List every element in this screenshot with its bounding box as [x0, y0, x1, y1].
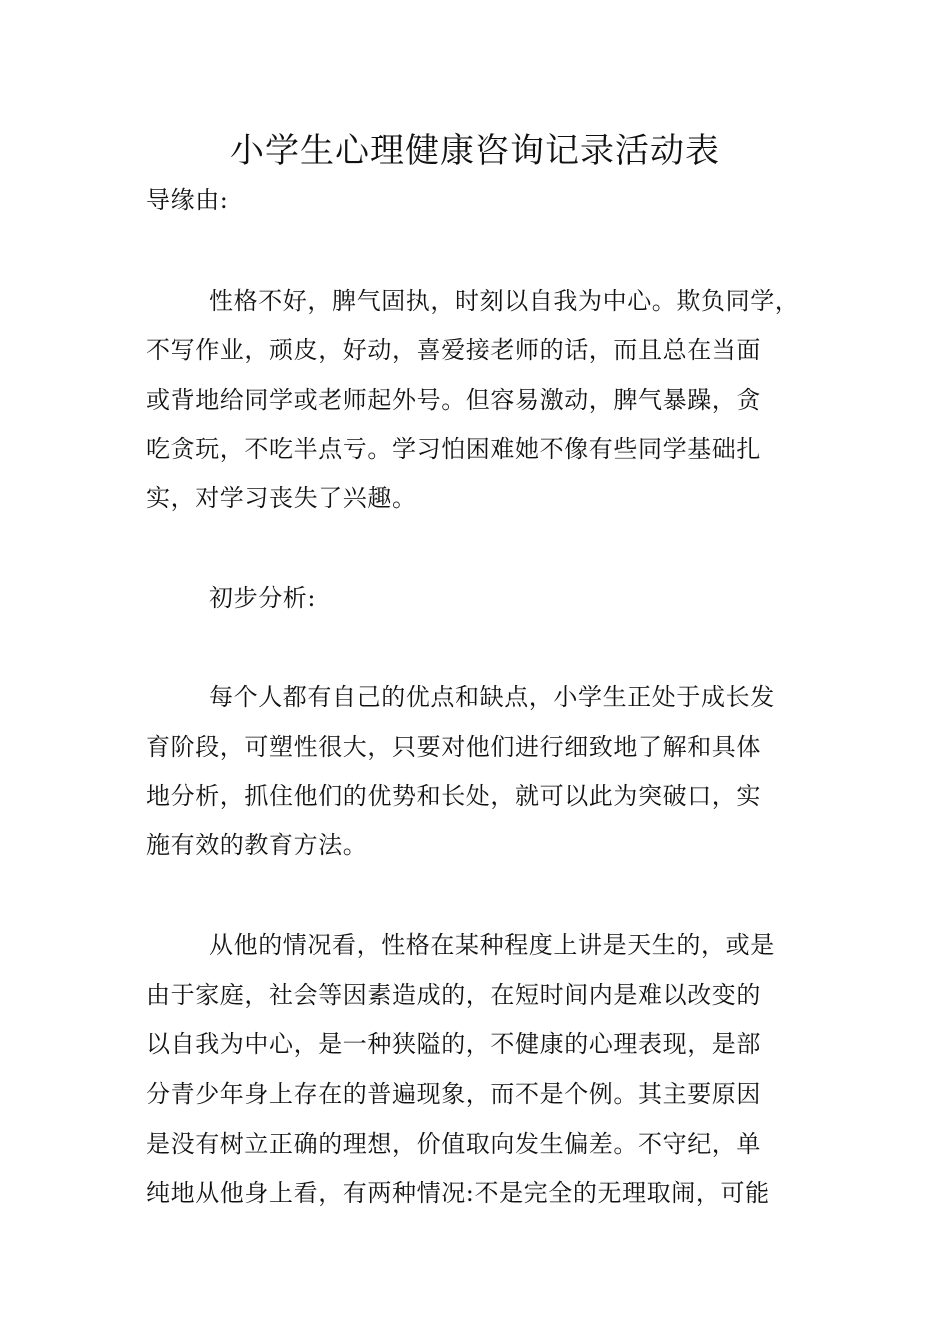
paragraph1-line-1: 性格不好，脾气固执，时刻以自我为中心。欺负同学， [209, 287, 800, 315]
paragraph1-line-5: 实，对学习丧失了兴趣。 [146, 484, 417, 512]
paragraph2-line-4: 施有效的教育方法。 [146, 831, 368, 859]
paragraph2-line-2: 育阶段，可塑性很大，只要对他们进行细致地了解和具体 [146, 733, 761, 761]
paragraph3-line-1: 从他的情况看，性格在某种程度上讲是天生的，或是 [209, 931, 775, 959]
paragraph2-line-3: 地分析，抓住他们的优势和长处，就可以此为突破口，实 [146, 782, 761, 810]
paragraph3-line-3: 以自我为中心，是一种狭隘的，不健康的心理表现，是部 [146, 1030, 761, 1058]
paragraph1-line-2: 不写作业，顽皮，好动，喜爱接老师的话，而且总在当面 [146, 336, 761, 364]
paragraph3-line-4: 分青少年身上存在的普遍现象，而不是个例。其主要原因 [146, 1080, 761, 1108]
paragraph3-line-5: 是没有树立正确的理想，价值取向发生偏差。不守纪，单 [146, 1130, 761, 1158]
analysis-label: 初步分析: [209, 584, 317, 612]
paragraph1-line-4: 吃贪玩，不吃半点亏。学习怕困难她不像有些同学基础扎 [146, 435, 761, 463]
paragraph3-line-6: 纯地从他身上看，有两种情况:不是完全的无理取闹，可能 [146, 1179, 770, 1207]
paragraph3-line-2: 由于家庭，社会等因素造成的，在短时间内是难以改变的 [146, 981, 761, 1009]
paragraph1-line-3: 或背地给同学或老师起外号。但容易激动，脾气暴躁，贪 [146, 386, 761, 414]
document-title: 小学生心理健康咨询记录活动表 [230, 131, 720, 171]
paragraph2-line-1: 每个人都有自己的优点和缺点，小学生正处于成长发 [209, 683, 775, 711]
reason-label: 导缘由: [146, 186, 229, 214]
